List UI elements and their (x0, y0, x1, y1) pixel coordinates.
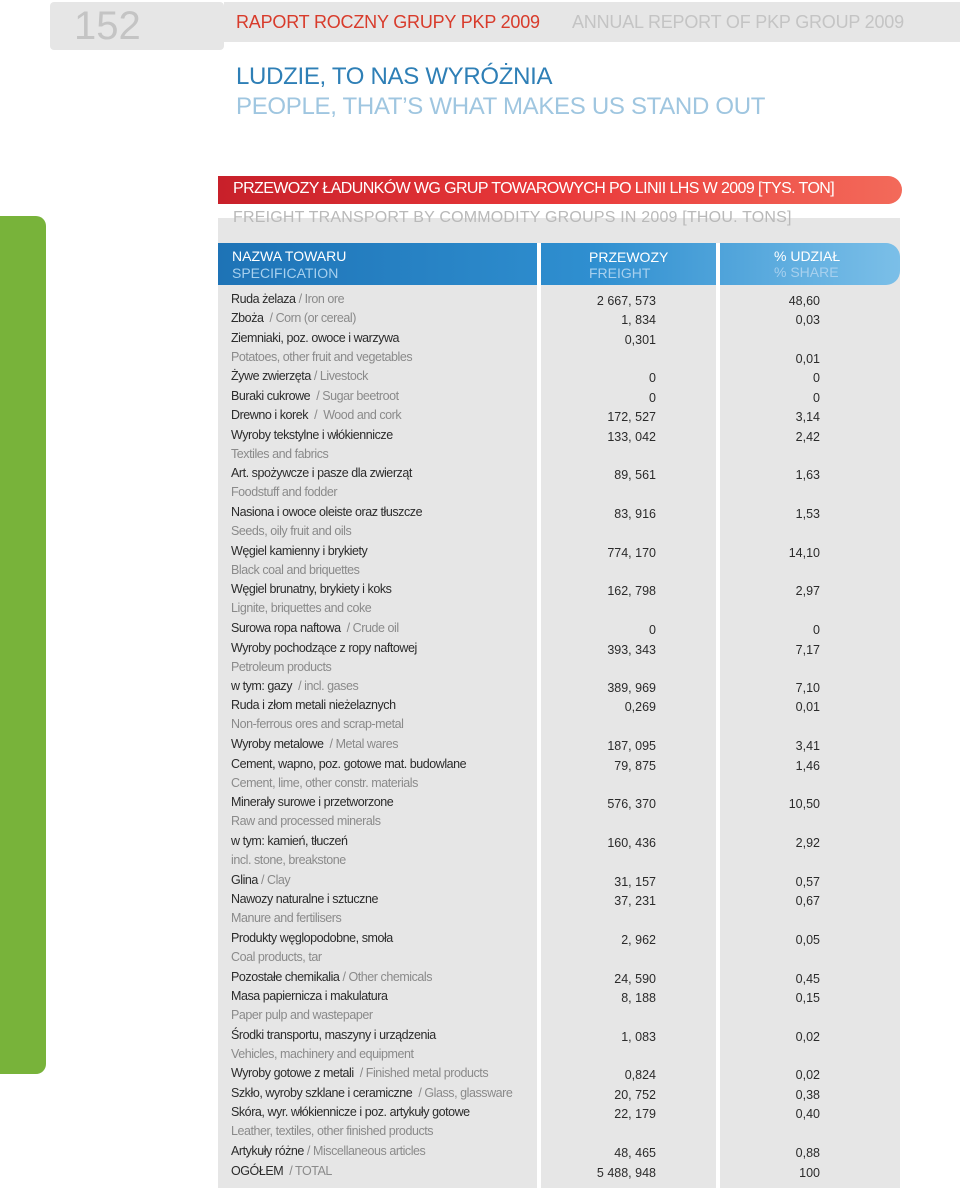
freight-value: 0,269 (624, 700, 656, 714)
name-separator: / (310, 369, 320, 383)
commodity-name-pl: OGÓŁEM (231, 1164, 284, 1178)
commodity-name (231, 834, 348, 848)
commodity-name (231, 621, 399, 635)
freight-value: 20, 752 (614, 1088, 656, 1102)
commodity-name-en: Vehicles, machinery and equipment (231, 1047, 414, 1061)
commodity-name-en: Iron ore (304, 292, 345, 306)
commodity-name-pl: Ruda i złom metali nieżelaznych (231, 698, 396, 712)
commodity-name-pl: Żywe zwierzęta (231, 369, 311, 383)
commodity-name-pl: Zboża (231, 311, 264, 325)
commodity-name-pl: Cement, wapno, poz. gotowe mat. budowlane (231, 757, 467, 771)
commodity-name-en: Lignite, briquettes and coke (231, 601, 372, 615)
column-divider (537, 285, 541, 1188)
name-separator: / (339, 970, 349, 984)
commodity-name (231, 582, 391, 596)
column-header-freight-en: FREIGHT (589, 265, 651, 281)
commodity-name-pl: Ruda żelaza (231, 292, 296, 306)
share-value: 0,02 (795, 1068, 820, 1082)
commodity-name-pl: Wyroby metalowe (231, 737, 324, 751)
share-value: 0,38 (795, 1088, 820, 1102)
page-number: 152 (74, 4, 141, 48)
share-value: 3,14 (795, 410, 820, 424)
share-value: 0 (813, 371, 820, 385)
commodity-name (231, 1086, 512, 1100)
table-title-en: FREIGHT TRANSPORT BY COMMODITY GROUPS IN 2009 [THOU. TONS] (233, 209, 792, 226)
freight-value: 22, 179 (614, 1107, 656, 1121)
commodity-name-pl: Węgiel kamienny i brykiety (231, 544, 368, 558)
freight-value: 79, 875 (614, 759, 656, 773)
commodity-name-en: Sugar beetroot (322, 389, 399, 403)
freight-value: 576, 370 (607, 797, 656, 811)
commodity-name (231, 1144, 425, 1158)
commodity-name (231, 389, 399, 403)
commodity-name (231, 970, 432, 984)
name-separator: / (412, 1086, 425, 1100)
commodity-name (231, 1066, 488, 1080)
commodity-name-pl: Ziemniaki, poz. owoce i warzywa (231, 331, 400, 345)
commodity-name (231, 292, 344, 306)
commodity-name (231, 544, 367, 558)
freight-value: 5 488, 948 (596, 1166, 656, 1180)
share-value: 48,60 (788, 294, 820, 308)
share-value: 0,15 (795, 991, 820, 1005)
freight-value: 0 (649, 623, 656, 637)
name-separator: / (308, 408, 324, 422)
commodity-name-pl: Surowa ropa naftowa (231, 621, 341, 635)
share-value: 3,41 (795, 739, 820, 753)
commodity-name (231, 641, 417, 655)
commodity-name (231, 1164, 332, 1178)
name-separator: / (310, 389, 323, 403)
column-header-share-en: % SHARE (774, 264, 839, 280)
name-separator: / (340, 621, 353, 635)
commodity-name-en: incl. gases (304, 679, 359, 693)
section-title-en: PEOPLE, THAT’S WHAT MAKES US STAND OUT (236, 93, 766, 120)
freight-value: 133, 042 (607, 430, 656, 444)
commodity-name-pl: w tym: gazy (231, 679, 293, 693)
commodity-name-en: Finished metal products (365, 1066, 489, 1080)
freight-value: 83, 916 (614, 507, 656, 521)
commodity-name-en: Leather, textiles, other finished products (231, 1124, 434, 1138)
table-title-pl: PRZEWOZY ŁADUNKÓW WG GRUP TOWAROWYCH PO LINII LHS W 2009 [TYS. TON] (233, 180, 835, 197)
commodity-name-pl: Nawozy naturalne i sztuczne (231, 892, 378, 906)
commodity-name-pl: Wyroby gotowe z metali (231, 1066, 354, 1080)
commodity-name (231, 873, 290, 887)
name-separator: / (283, 1164, 296, 1178)
commodity-name-en: Clay (267, 873, 291, 887)
share-value: 1,53 (795, 507, 820, 521)
header-divider (716, 243, 720, 285)
commodity-name-en: Petroleum products (231, 660, 332, 674)
freight-value: 1, 834 (621, 313, 656, 327)
commodity-name-pl: Masa papiernicza i makulatura (231, 989, 388, 1003)
commodity-name-pl: Wyroby pochodzące z ropy naftowej (231, 641, 417, 655)
commodity-name-en: Textiles and fabrics (231, 447, 329, 461)
report-title-pl: RAPORT ROCZNY GRUPY PKP 2009 (236, 12, 540, 32)
commodity-name-en: Seeds, oily fruit and oils (231, 524, 352, 538)
name-separator: / (292, 679, 305, 693)
share-value: 0,02 (795, 1030, 820, 1044)
commodity-name (231, 679, 358, 693)
commodity-name-en: Other chemicals (348, 970, 433, 984)
commodity-name-pl: Skóra, wyr. włókiennicze i poz. artykuły gotowe (231, 1105, 470, 1119)
commodity-name-en: Livestock (319, 369, 368, 383)
commodity-name (231, 989, 387, 1003)
freight-value: 160, 436 (607, 836, 656, 850)
commodity-name-en: Miscellaneous articles (312, 1144, 426, 1158)
commodity-name (231, 428, 393, 442)
share-value: 1,46 (795, 759, 820, 773)
commodity-name-pl: Węgiel brunatny, brykiety i koks (231, 582, 392, 596)
commodity-name (231, 1105, 470, 1119)
commodity-name-pl: Środki transportu, maszyny i urządzenia (231, 1028, 436, 1042)
commodity-name-en: Raw and processed minerals (231, 814, 381, 828)
freight-value: 0 (649, 371, 656, 385)
share-value: 1,63 (795, 468, 820, 482)
share-value: 0,01 (795, 700, 820, 714)
commodity-name-pl: Wyroby tekstylne i włókiennicze (231, 428, 393, 442)
share-value: 0 (813, 623, 820, 637)
name-separator: / (323, 737, 336, 751)
share-value: 0,45 (795, 972, 820, 986)
commodity-name-en: Glass, glassware (424, 1086, 513, 1100)
commodity-name (231, 1028, 436, 1042)
share-value: 0,67 (795, 894, 820, 908)
commodity-name (231, 505, 422, 519)
commodity-name-pl: Minerały surowe i przetworzone (231, 795, 394, 809)
commodity-name-pl: Szkło, wyroby szklane i ceramiczne (231, 1086, 413, 1100)
column-header-freight-pl: PRZEWOZY (589, 249, 669, 265)
commodity-name-pl: Produkty węglopodobne, smoła (231, 931, 393, 945)
commodity-name-en: Potatoes, other fruit and vegetables (231, 350, 413, 364)
freight-value: 8, 188 (621, 991, 656, 1005)
share-value: 14,10 (788, 546, 820, 560)
share-value: 0,05 (795, 933, 820, 947)
share-value: 2,92 (795, 836, 820, 850)
share-value: 0 (813, 391, 820, 405)
commodity-name-en: Cement, lime, other constr. materials (231, 776, 418, 790)
share-value: 2,97 (795, 584, 820, 598)
commodity-name-en: Manure and fertilisers (231, 911, 342, 925)
column-header-share-pl: % UDZIAŁ (774, 248, 841, 264)
commodity-name-pl: Drewno i korek (231, 408, 309, 422)
share-value: 0,40 (795, 1107, 820, 1121)
commodity-name-en: incl. stone, breakstone (231, 853, 346, 867)
commodity-name-en: Paper pulp and wastepaper (231, 1008, 373, 1022)
header-divider (537, 243, 541, 285)
commodity-name (231, 466, 412, 480)
share-value: 0,57 (795, 875, 820, 889)
freight-value: 187, 095 (607, 739, 656, 753)
commodity-name-pl: Pozostałe chemikalia (231, 970, 340, 984)
name-separator: / (303, 1144, 313, 1158)
freight-value: 48, 465 (614, 1146, 656, 1160)
freight-value: 0,824 (624, 1068, 656, 1082)
share-value: 10,50 (788, 797, 820, 811)
column-header-name-pl: NAZWA TOWARU (232, 248, 347, 264)
commodity-name-en: Wood and cork (323, 408, 402, 422)
freight-value: 172, 527 (607, 410, 656, 424)
commodity-name-pl: Art. spożywcze i pasze dla zwierząt (231, 466, 412, 480)
commodity-name (231, 931, 393, 945)
share-value: 0,03 (795, 313, 820, 327)
freight-value: 37, 231 (614, 894, 656, 908)
commodity-name-en: Crude oil (352, 621, 399, 635)
name-separator: / (295, 292, 305, 306)
share-value: 0,88 (795, 1146, 820, 1160)
share-value: 100 (799, 1166, 820, 1180)
commodity-name-pl: Artykuły różne (231, 1144, 304, 1158)
commodity-name-en: Coal products, tar (231, 950, 322, 964)
commodity-name (231, 737, 398, 751)
freight-value: 389, 969 (607, 681, 656, 695)
commodity-name (231, 369, 368, 383)
freight-value: 31, 157 (614, 875, 656, 889)
freight-value: 0,301 (624, 333, 656, 347)
side-accent-bar (0, 216, 46, 1074)
commodity-name (231, 698, 396, 712)
freight-value: 2 667, 573 (596, 294, 656, 308)
share-value: 2,42 (795, 430, 820, 444)
commodity-name (231, 331, 399, 345)
share-value: 7,10 (795, 681, 820, 695)
commodity-name-en: TOTAL (295, 1164, 332, 1178)
commodity-name (231, 795, 393, 809)
commodity-name-pl: Buraki cukrowe (231, 389, 311, 403)
freight-value: 24, 590 (614, 972, 656, 986)
commodity-name-en: Foodstuff and fodder (231, 485, 338, 499)
commodity-name (231, 757, 466, 771)
name-separator: / (353, 1066, 366, 1080)
freight-value: 162, 798 (607, 584, 656, 598)
freight-value: 0 (649, 391, 656, 405)
column-divider (716, 285, 720, 1188)
commodity-name-en: Black coal and briquettes (231, 563, 360, 577)
name-separator: / (263, 311, 276, 325)
share-value: 0,01 (795, 352, 820, 366)
commodity-name-en: Corn (or cereal) (275, 311, 356, 325)
freight-value: 89, 561 (614, 468, 656, 482)
freight-value: 1, 083 (621, 1030, 656, 1044)
name-separator: / (257, 873, 268, 887)
section-title-pl: LUDZIE, TO NAS WYRÓŻNIA (236, 63, 553, 90)
commodity-name-pl: Glina (231, 873, 258, 887)
commodity-name (231, 311, 356, 325)
freight-value: 393, 343 (607, 643, 656, 657)
freight-value: 774, 170 (607, 546, 656, 560)
share-value: 7,17 (795, 643, 820, 657)
commodity-name-en: Metal wares (335, 737, 399, 751)
commodity-name-pl: Nasiona i owoce oleiste oraz tłuszcze (231, 505, 423, 519)
commodity-name-pl: w tym: kamień, tłuczeń (231, 834, 348, 848)
commodity-name (231, 892, 378, 906)
commodity-name (231, 408, 401, 422)
column-header-name-en: SPECIFICATION (232, 265, 339, 281)
commodity-name-en: Non-ferrous ores and scrap-metal (231, 717, 404, 731)
report-title-en: ANNUAL REPORT OF PKP GROUP 2009 (572, 12, 904, 32)
freight-value: 2, 962 (621, 933, 656, 947)
